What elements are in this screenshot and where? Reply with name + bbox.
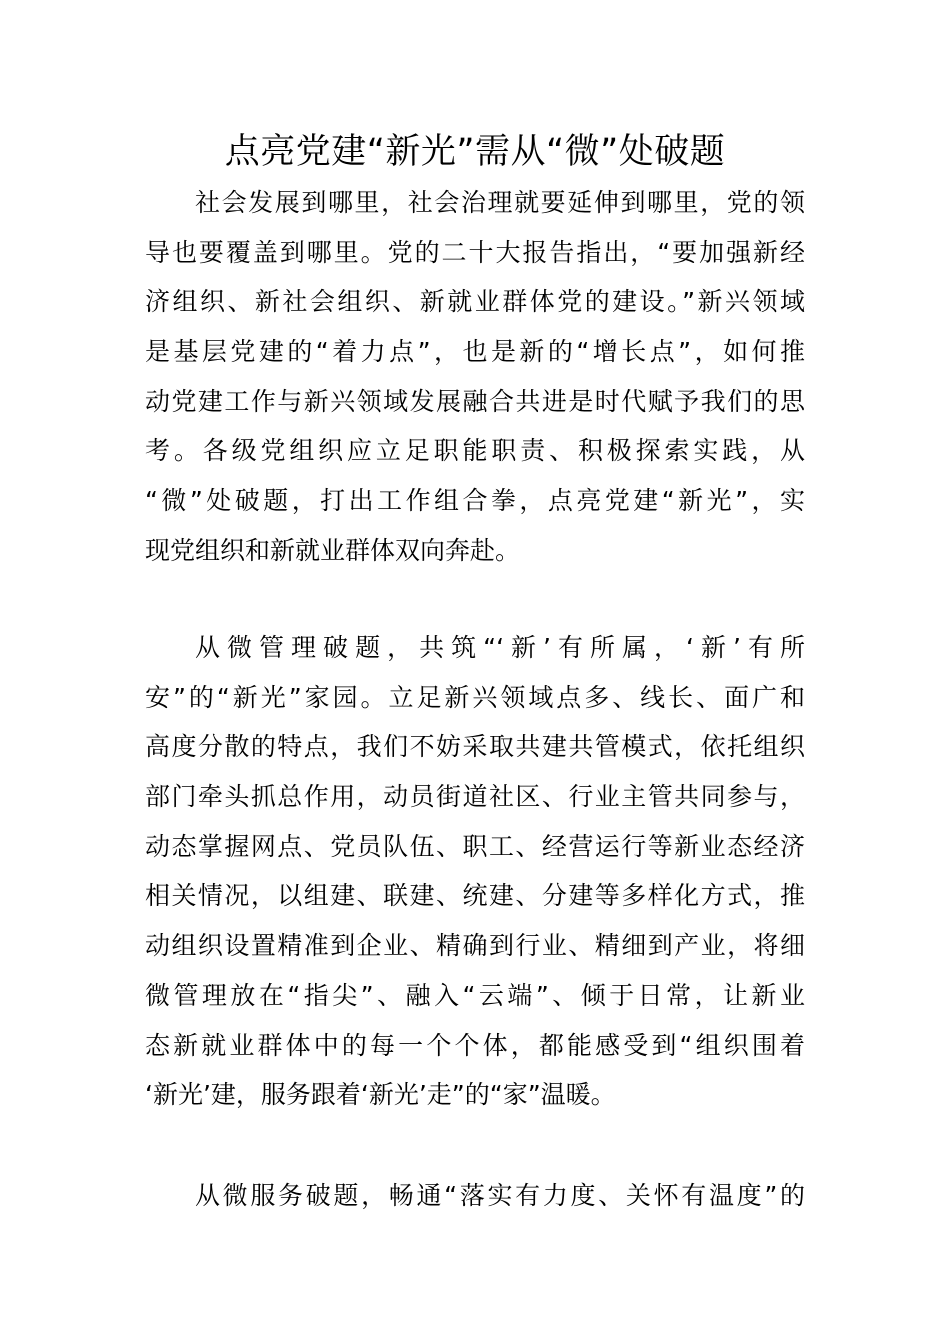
paragraph-2	[145, 623, 805, 1120]
text-line: 动态掌握网点、党员队伍、职工、经营运行等新业态经济	[145, 831, 805, 861]
text-line: ‘新光’建，服务跟着‘新光’走”的“家”温暖。	[145, 1080, 616, 1110]
text-line: 态新就业群体中的每一个个体，都能感受到“组织围着	[145, 1030, 805, 1060]
text-line: 相关情况，以组建、联建、统建、分建等多样化方式，推	[145, 881, 805, 911]
text-line: 部门牵头抓总作用，动员街道社区、行业主管共同参与，	[145, 782, 805, 812]
text-line: “微”处破题，打出工作组合拳，点亮党建“新光”，实	[145, 486, 805, 516]
paragraph-1	[145, 178, 805, 576]
text-line: 社会发展到哪里，社会治理就要延伸到哪里，党的领	[195, 188, 805, 217]
paragraph-3	[145, 1171, 805, 1221]
text-line: 济组织、新社会组织、新就业群体党的建设。”新兴领域	[145, 287, 805, 317]
text-line: 现党组织和新就业群体双向奔赴。	[145, 535, 521, 565]
text-line: 考。各级党组织应立足职能职责、积极探索实践，从	[145, 436, 805, 466]
text-line: 动组织设置精准到企业、精确到行业、精细到产业，将细	[145, 931, 805, 961]
text-line: 从微管理破题，共筑“‘新’有所属，‘新’有所	[195, 633, 805, 662]
text-line: 导也要覆盖到哪里。党的二十大报告指出，“要加强新经	[145, 237, 805, 267]
text-line: 微管理放在“指尖”、融入“云端”、倾于日常，让新业	[145, 980, 805, 1010]
text-line: 动党建工作与新兴领域发展融合共进是时代赋予我们的思	[145, 386, 805, 416]
text-line: 从微服务破题，畅通“落实有力度、关怀有温度”的	[195, 1181, 805, 1210]
text-line: 安”的“新光”家园。立足新兴领域点多、线长、面广和	[145, 682, 805, 712]
document-title: 点亮党建“新光”需从“微”处破题	[224, 132, 726, 172]
text-line: 是基层党建的“着力点”，也是新的“增长点”，如何推	[145, 337, 805, 367]
text-line: 高度分散的特点，我们不妨采取共建共管模式，依托组织	[145, 732, 805, 762]
